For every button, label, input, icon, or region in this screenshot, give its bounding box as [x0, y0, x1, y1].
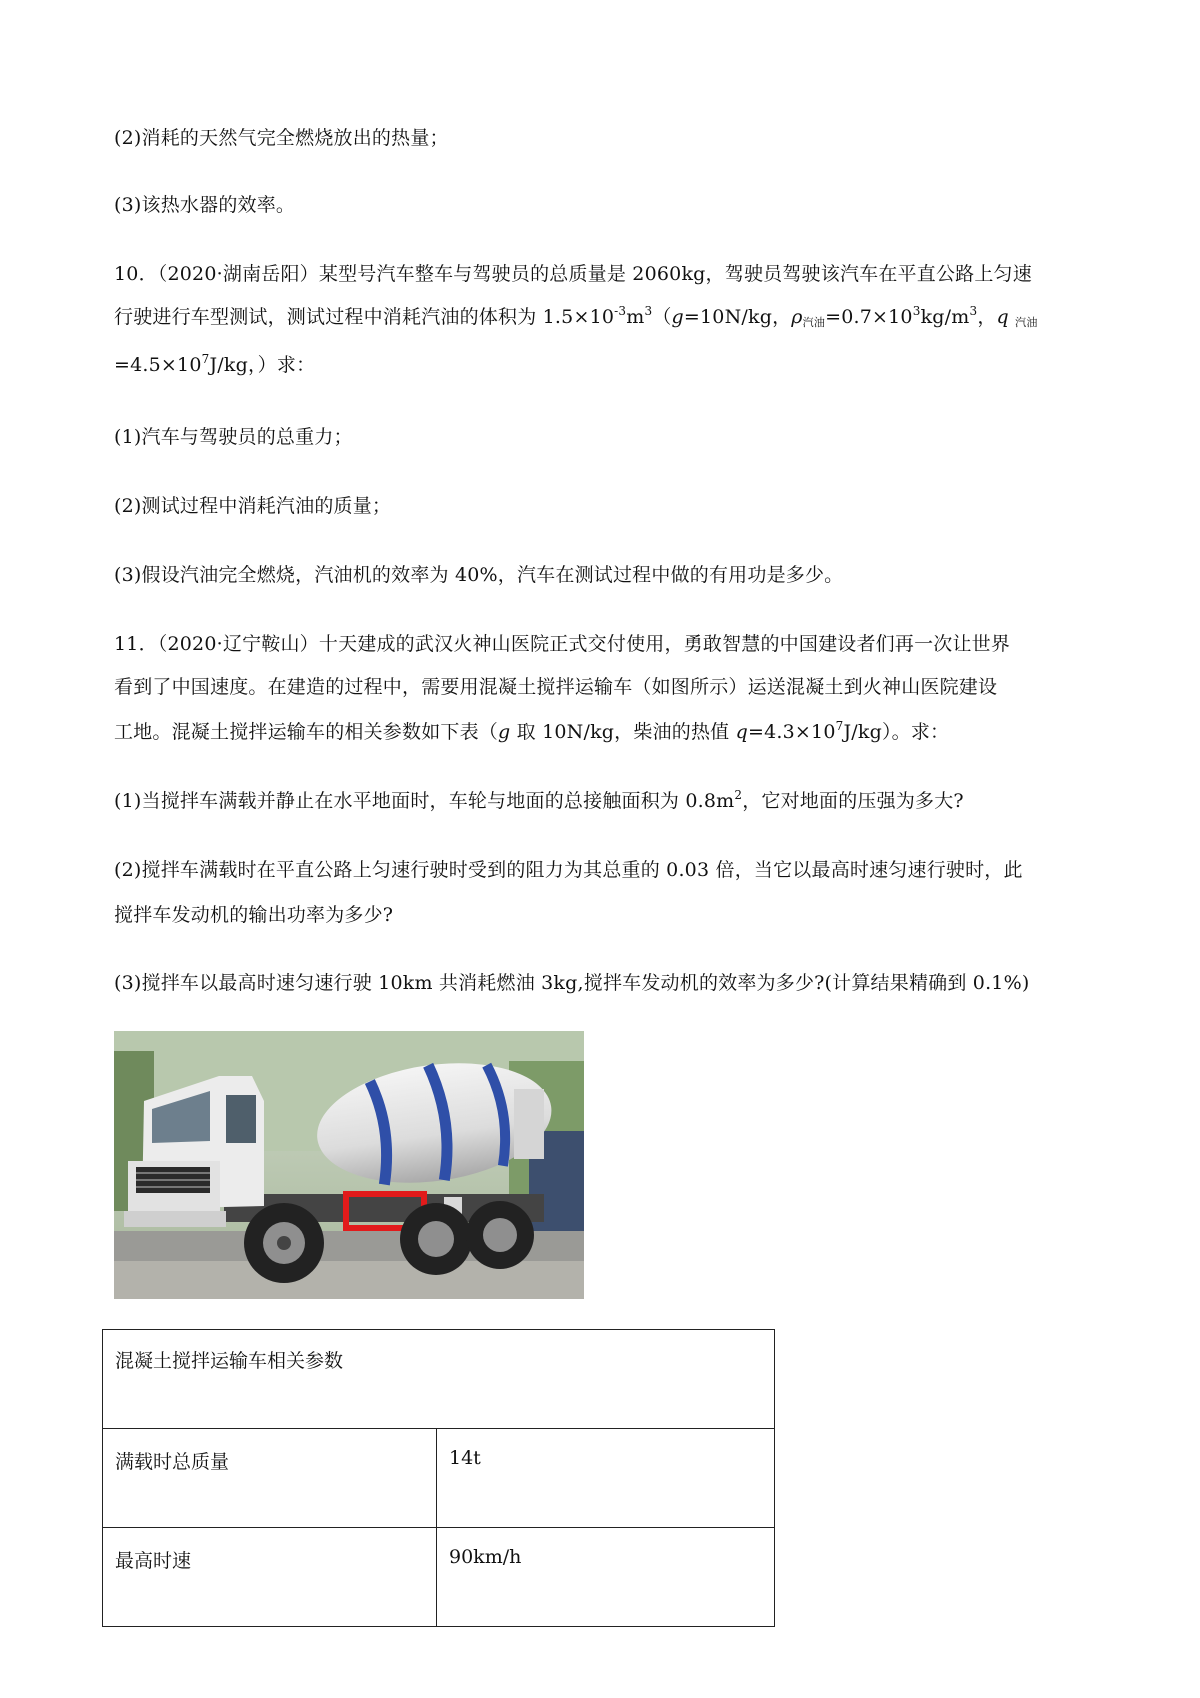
q10-text: J/kg，）求： — [209, 354, 316, 376]
params-table — [102, 1329, 775, 1627]
q10-text: ， — [977, 306, 997, 328]
q10-text: （ — [652, 306, 672, 328]
q10-exp: 3 — [644, 304, 653, 318]
q10-exp: 3 — [969, 304, 978, 318]
q11-text: =4.3×10 — [747, 721, 836, 743]
q10-text: =4.5×10 — [114, 354, 202, 376]
q10-sub: 汽油 — [1015, 316, 1038, 329]
q11-text: 取 10N/kg，柴油的热值 — [510, 721, 736, 743]
mixer-truck-photo — [114, 1031, 584, 1299]
q10-text: kg/m — [920, 306, 970, 328]
table-cell-label: 最高时速 — [103, 1528, 437, 1627]
q10-sub: 汽油 — [802, 316, 826, 329]
q11-text: (1)当搅拌车满载并静止在水平地面时，车轮与地面的总接触面积为 0.8m — [114, 790, 735, 812]
table-title: 混凝土搅拌运输车相关参数 — [103, 1330, 775, 1429]
q10-line1: 10．（2020·湖南岳阳）某型号汽车整车与驾驶员的总质量是 2060kg，驾驶员驾驶该汽车在平直公路上匀速 — [114, 263, 1032, 285]
q11-var-q: q — [735, 721, 748, 743]
q9-part2: (2)消耗的天然气完全燃烧放出的热量； — [114, 127, 449, 149]
q11-line1: 11．（2020·辽宁鞍山）十天建成的武汉火神山医院正式交付使用，勇敢智慧的中国建设者们再一次让世界 — [114, 633, 1011, 655]
q10-exp: 3 — [912, 304, 921, 318]
q10-part2: (2)测试过程中消耗汽油的质量； — [114, 495, 392, 517]
q10-var-q: q — [996, 306, 1009, 328]
q10-line3 — [114, 351, 315, 379]
q9-part3: (3)该热水器的效率。 — [114, 194, 296, 216]
table-cell-value: 14t — [437, 1429, 775, 1528]
q11-text: J/kg）。求： — [843, 721, 950, 743]
q11-exp: 7 — [835, 719, 844, 733]
q11-part1 — [114, 787, 964, 815]
q10-exp: 7 — [201, 352, 210, 366]
q11-line2: 看到了中国速度。在建造的过程中，需要用混凝土搅拌运输车（如图所示）运送混凝土到火神山医院建设 — [114, 676, 998, 698]
q11-var-g: g — [498, 721, 511, 743]
q11-text: ，它对地面的压强为多大? — [742, 790, 964, 812]
table-row — [103, 1528, 775, 1627]
q11-line3 — [114, 718, 949, 746]
q10-text: =0.7×10 — [825, 306, 913, 328]
q10-exp: -3 — [614, 304, 627, 318]
q10-var-rho: ρ — [791, 306, 803, 328]
q10-text: 行驶进行车型测试，测试过程中消耗汽油的体积为 1.5×10 — [114, 306, 615, 328]
table-cell-label: 满载时总质量 — [103, 1429, 437, 1528]
q10-text: m — [626, 306, 645, 328]
q10-var-g: g — [671, 306, 684, 328]
q10-text: =10N/kg， — [683, 306, 792, 328]
q10-line2 — [114, 303, 1038, 337]
q11-exp: 2 — [734, 788, 743, 802]
q10-part3: (3)假设汽油完全燃烧，汽油机的效率为 40%，汽车在测试过程中做的有用功是多少。 — [114, 564, 844, 586]
table-cell-value: 90km/h — [437, 1528, 775, 1627]
q10-part1: (1)汽车与驾驶员的总重力； — [114, 426, 353, 448]
q11-part2-line1: (2)搅拌车满载时在平直公路上匀速行驶时受到的阻力为其总重的 0.03 倍，当它以最高时速匀速行驶时，此 — [114, 859, 1023, 881]
q11-part3: (3)搅拌车以最高时速匀速行驶 10km 共消耗燃油 3kg,搅拌车发动机的效率为多少?(计算结果精确到 0.1%) — [114, 972, 1030, 994]
q11-text: 工地。混凝土搅拌运输车的相关参数如下表（ — [114, 721, 499, 743]
q11-part2-line2: 搅拌车发动机的输出功率为多少? — [114, 904, 394, 926]
table-row — [103, 1429, 775, 1528]
table-header-row — [103, 1330, 775, 1429]
